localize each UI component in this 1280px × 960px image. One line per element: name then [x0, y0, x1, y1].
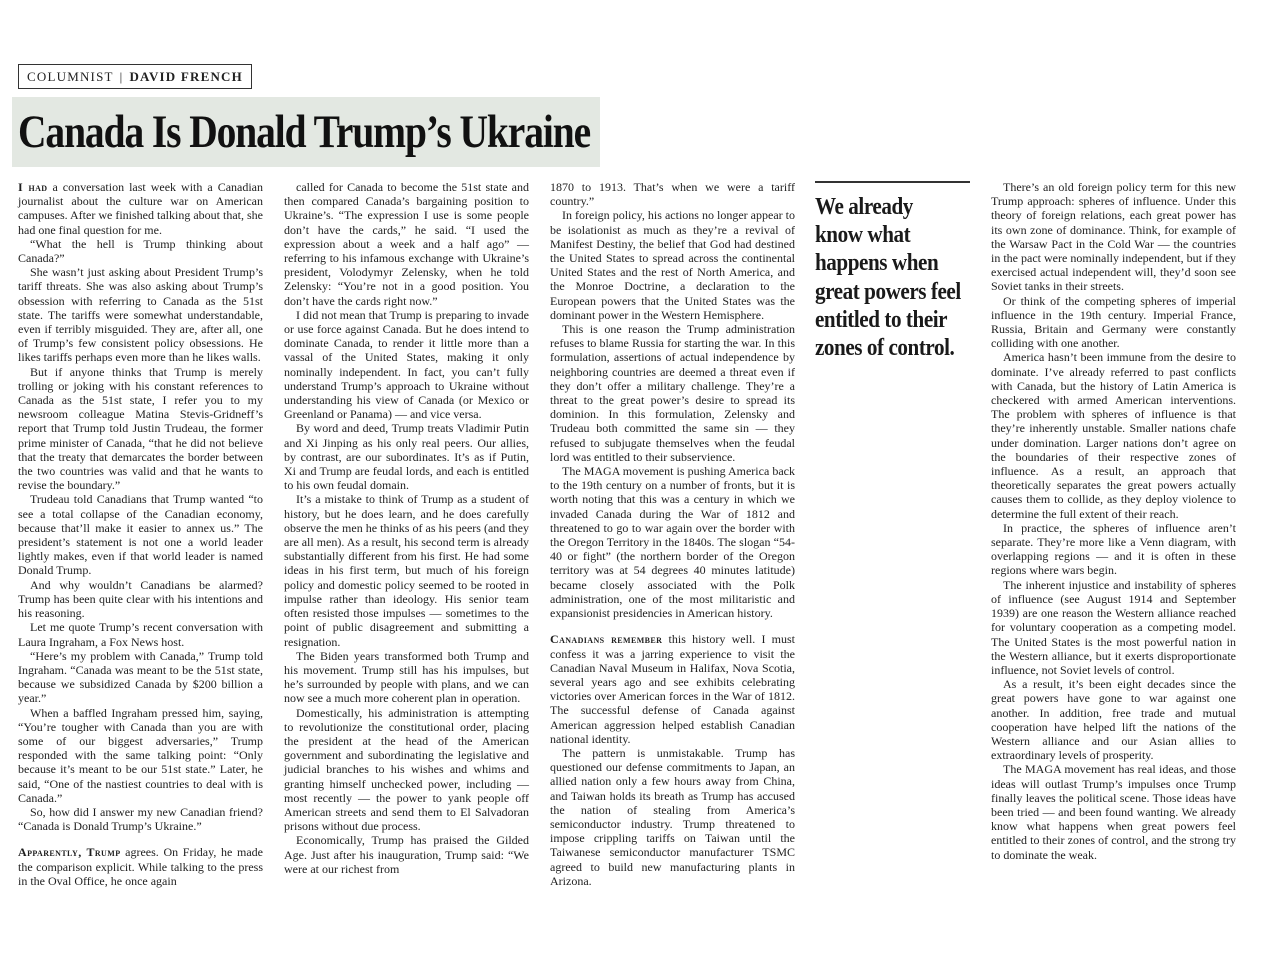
paragraph	[284, 421, 529, 492]
paragraph-text: America hasn’t been immune from the desire to dominate. I’ve already referred to past conflicts with Canada, but the history of Latin America is checkered with armed American interventions. The problem with spheres of influence is that they’re inherently unstable. Smaller nations chafe under domination. Larger nations don’t agree on the boundaries of their respective zones of influence. As a result, an approach that theoretically separates the great powers actually causes them to collide, as they deploy violence to determine the full extent of their reach.	[991, 350, 1236, 521]
section-lead-in: Apparently, Trump	[18, 845, 121, 860]
kicker-separator: |	[119, 69, 124, 84]
paragraph-text: I did not mean that Trump is preparing to invade or use force against Canada. But he does intend to dominate Canada, to render it little more than a vassal of the United States, making it only nominally independent. In fact, you can’t fully understand Trump’s approach to Ukraine without understanding his view of Canada (or Mexico or Greenland or Panama) — and vice versa.	[284, 307, 529, 422]
paragraph-text: Or think of the competing spheres of imperial influence in the 19th century. Imperial France, Russia, Britain and Germany were constantly colliding with one another.	[991, 293, 1236, 351]
paragraph	[991, 677, 1236, 762]
paragraph-text: This is one reason the Trump administration refuses to blame Russia for starting the war. In this formulation, assertions of actual independence by neighboring countries are deemed a threat even if they don’t offer a military challenge. They’re a threat to the great power’s desire to spread its dominion. In this formulation, Zelensky and Trudeau both committed the same sin — they refused to subjugate themselves when the feudal lord was entitled to their subservience.	[550, 322, 795, 464]
paragraph-text: When a baffled Ingraham pressed him, saying, “You’re tougher with Canada than you are with some of our biggest adversaries,” Trump responded with the same talking point: “Only because it’s meant to be our 51st state.” Later, he said, “One of the nastiest countries to deal with is Canada.”	[18, 705, 263, 805]
paragraph-text: And why wouldn’t Canadians be alarmed? Trump has been quite clear with his intentions and his reasoning.	[18, 577, 263, 621]
paragraph	[284, 308, 529, 422]
paragraph-text: agrees. On Friday, he made the comparison explicit. While talking to the press in the Oval Office, he once again	[18, 845, 263, 888]
paragraph-text: “What the hell is Trump thinking about Canada?”	[18, 236, 263, 266]
paragraph	[284, 706, 529, 834]
paragraph	[18, 620, 263, 648]
paragraph-text: The inherent injustice and instability of spheres of influence (see August 1914 and September 1939) are one reason the Western alliance reached for voluntary cooperation as a competing model. The United States is the most powerful nation in the Western alliance, but it exerts disproportionate influence, not Soviet levels of control.	[991, 577, 1236, 677]
article-column-4	[991, 180, 1236, 862]
paragraph-text: But if anyone thinks that Trump is merely trolling or joking with his constant references to Canada as the 51st state, I refer you to my newsroom colleague Matina Stevis-Gridneff’s report that Trump told Justin Trudeau, the former prime minister of Canada, “that he did not believe that the treaty that demarcates the border between the two countries was valid and that he wants to revise the boundary.”	[18, 364, 263, 493]
paragraph	[991, 578, 1236, 677]
paragraph	[18, 180, 263, 237]
paragraph-text: Economically, Trump has praised the Gilded Age. Just after his inauguration, Trump said: “We were at our richest from	[284, 833, 529, 876]
paragraph-text: Let me quote Trump’s recent conversation with Laura Ingraham, a Fox News host.	[18, 620, 263, 649]
paragraph	[18, 578, 263, 621]
pull-quote-rule	[815, 181, 970, 183]
paragraph-text: “Here’s my problem with Canada,” Trump told Ingraham. “Canada was meant to be the 51st state, because we subsidized Canada by $200 billion a year.”	[18, 648, 263, 706]
paragraph	[550, 746, 795, 888]
pull-quote: We already know what happens when great powers feel entitled to their zones of control.	[815, 194, 961, 362]
paragraph	[18, 706, 263, 805]
paragraph-text: called for Canada to become the 51st state and then compared Canada’s bargaining position to Ukraine’s. “The expression I use is some people don’t have the cards,” he said. “I used the expression about a week and a half ago” — referring to his infamous exchange with Ukraine’s president, Volodymyr Zelensky, when he told Zelensky: “You’re not in a good position. You don’t have the cards right now.”	[284, 180, 529, 308]
paragraph-text: Domestically, his administration is attempting to revolutionize the constitutional order, placing the president at the head of the American government and subordinating the legislative and judicial branches to his wishes and whims and granting himself unchecked power, including — most recently — the power to yank people off American streets and send them to El Salvadoran prisons without due process.	[284, 705, 529, 834]
section-lead-in: Canadians remember	[550, 632, 663, 647]
article-column-1	[18, 180, 263, 888]
paragraph-text: In practice, the spheres of influence aren’t separate. They’re more like a Venn diagram, with overlapping regions — and it is often in these regions where wars begin.	[991, 520, 1236, 578]
paragraph	[991, 762, 1236, 861]
paragraph	[991, 294, 1236, 351]
columnist-kicker	[18, 64, 252, 89]
paragraph-text: The Biden years transformed both Trump and his movement. Trump still has his impulses, but he’s surrounded by people with plans, and we can now see a much more coherent plan in operation.	[284, 648, 529, 706]
paragraph-text: 1870 to 1913. That’s when we were a tariff country.”	[550, 180, 795, 209]
article-column-2	[284, 180, 529, 876]
paragraph-text: The MAGA movement is pushing America back to the 19th century on a number of fronts, but it is worth noting that this was a century in which we invaded Canada during the War of 1812 and threatened to go to war again over the border with the Oregon Territory in the 1840s. The slogan “54-40 or fight” (the northern border of the Oregon territory was at 54 degrees 40 minutes latitude) became closely associated with the Polk administration, one of the most militaristic and expansionist presidencies in American history.	[550, 464, 795, 621]
paragraph	[991, 180, 1236, 294]
paragraph-text: There’s an old foreign policy term for this new Trump approach: spheres of influence. Under this theory of foreign relations, each great power has its own zone of dominance. Think, for example of the Warsaw Pact in the Cold War — the countries in the pact were nominally independent, but if they exercised actual independent will, they’d soon see Soviet tanks in their streets.	[991, 180, 1236, 294]
paragraph	[284, 833, 529, 876]
paragraph	[550, 322, 795, 464]
paragraph	[550, 632, 795, 746]
paragraph	[18, 649, 263, 706]
paragraph	[991, 350, 1236, 520]
paragraph-text: Trudeau told Canadians that Trump wanted “to see a total collapse of the Canadian economy, because that’ll make it easier to annex us.” The president’s statement is not one a world leader lightly makes, even if that world leader is named Donald Trump.	[18, 492, 263, 578]
paragraph	[18, 492, 263, 577]
article-column-3	[550, 180, 795, 888]
paragraph	[550, 180, 795, 208]
kicker-author: DAVID FRENCH	[129, 69, 243, 84]
section-lead-in: I had	[18, 180, 48, 194]
paragraph-text: The MAGA movement has real ideas, and those ideas will outlast Trump’s impulses once Trump finally leaves the political scene. Those ideas have been tried — and been found wanting. We already know what happens when great powers feel entitled to their zones of control, and the strong try to dominate the weak.	[991, 762, 1236, 862]
paragraph	[991, 521, 1236, 578]
paragraph	[284, 492, 529, 648]
paragraph	[18, 845, 263, 888]
paragraph	[18, 365, 263, 493]
paragraph	[284, 180, 529, 308]
paragraph-text: this history well. I must confess it was a jarring experience to visit the Canadian Naval Museum in Halifax, Nova Scotia, several years ago and see exhibits celebrating victories over American forces in the War of 1812. The successful defense of Canada against American aggression helped establish Canadian national identity.	[550, 632, 796, 746]
headline: Canada Is Donald Trump’s Ukraine	[18, 106, 591, 158]
paragraph	[18, 805, 263, 833]
paragraph-text: So, how did I answer my new Canadian friend? “Canada is Donald Trump’s Ukraine.”	[18, 804, 263, 834]
paragraph-text: a conversation last week with a Canadian journalist about the culture war on American campuses. After we finished talking about that, she had one final question for me.	[18, 180, 264, 237]
paragraph	[18, 237, 263, 265]
paragraph-text: The pattern is unmistakable. Trump has questioned our defense commitments to Japan, an allied nation only a few hours away from China, and Taiwan holds its breath as Trump has accused the nation of stealing from America’s semiconductor industry. Trump threatened to impose crippling tariffs on Taiwan until the Taiwanese semiconductor manufacturer TSMC agreed to build new manufacturing plants in Arizona.	[550, 745, 795, 888]
paragraph	[284, 649, 529, 706]
paragraph-text: By word and deed, Trump treats Vladimir Putin and Xi Jinping as his only real peers. Our allies, by contrast, are our subordinates. It’s as if Putin, Xi and Trump are feudal lords, and each is entitled to his own feudal domain.	[284, 421, 529, 493]
paragraph	[550, 208, 795, 322]
kicker-label: COLUMNIST	[27, 69, 114, 84]
paragraph	[550, 464, 795, 620]
paragraph-text: It’s a mistake to think of Trump as a student of history, but he does learn, and he does carefully observe the men he thinks of as his peers (and they are all men). As a result, his second term is already substantially different from his first. He had some ideas in his first term, but much of his foreign policy and domestic policy seemed to be rooted in impulse rather than ideology. His senior team often resisted those impulses — sometimes to the point of public disagreement and submitting a resignation.	[284, 492, 529, 649]
paragraph-text: As a result, it’s been eight decades since the great powers have gone to war against one another. In addition, free trade and mutual cooperation have helped lift the nations of the Western alliance and our Asian allies to extraordinary levels of prosperity.	[991, 677, 1236, 763]
paragraph-text: She wasn’t just asking about President Trump’s tariff threats. She was also asking about Trump’s obsession with referring to Canada as the 51st state. The tariffs were somewhat understandable, even if terribly misguided. They are, after all, one of Trump’s few consistent policy obsessions. He likes tariffs perhaps even more than he likes walls.	[18, 265, 263, 365]
paragraph-text: In foreign policy, his actions no longer appear to be isolationist as much as they’re a revival of Manifest Destiny, the belief that God had destined the United States to spread across the continental United States and the rest of North America, and the Monroe Doctrine, a declaration to the European powers that the United States was the dominant power in the Western Hemisphere.	[550, 208, 795, 322]
paragraph	[18, 265, 263, 364]
